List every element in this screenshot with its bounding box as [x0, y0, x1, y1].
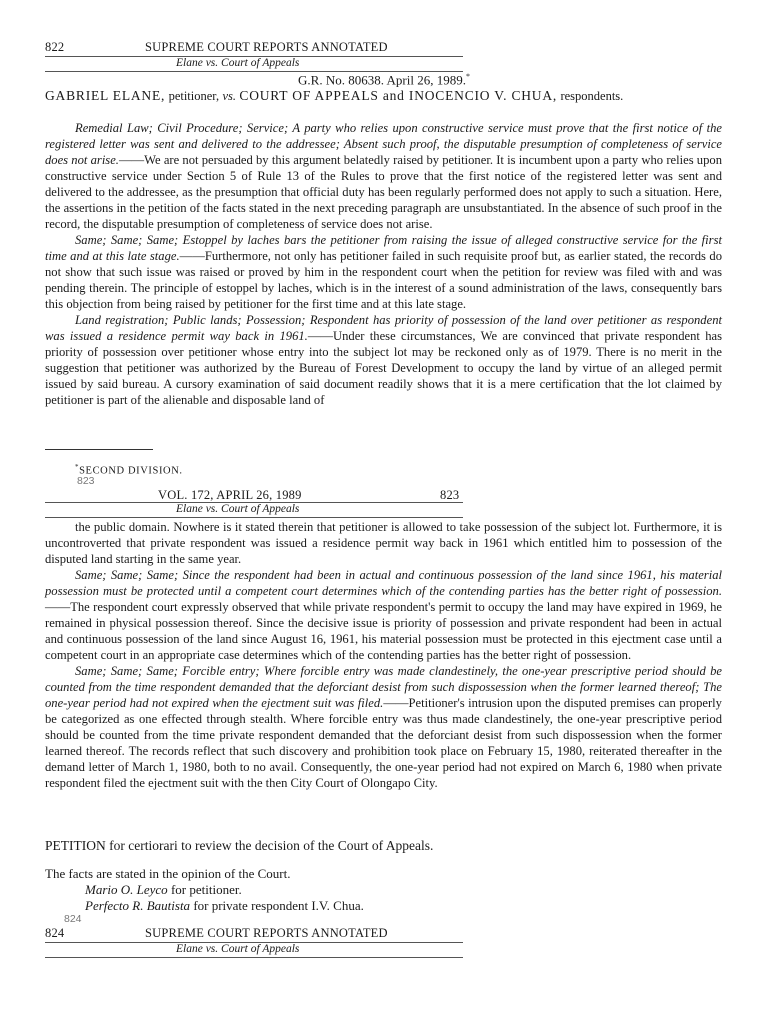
page-marker-824: 824: [64, 913, 82, 925]
counsel-role: for petitioner.: [167, 882, 242, 897]
footnote-rule: [45, 449, 153, 450]
counsel-name: Perfecto R. Bautista: [85, 898, 191, 913]
case-number: [0, 72, 768, 88]
page-marker-823: 823: [77, 475, 95, 487]
syllabus-822: [45, 120, 722, 408]
case-subheader: Elane vs. Court of Appeals: [176, 943, 300, 955]
syllabus-continuation: the public domain. Nowhere is it stated therein that petitioner is allowed to take possession of the subject lot. Furthermore, it is uncontroverted that private respondent was issued a residence permit way back in 1961 which entitled him to possession of the disputed land starting in the same year.: [45, 520, 722, 566]
syllabus-text: ——Petitioner's intrusion upon the disputed premises can properly be categorized as one effected through stealth. Where forcible entry was thus made clandestinely, the one-year prescriptive period should be counted from the time private respondent demanded that the deforciant desist from such dispossession when the former learned thereof. The records reflect that such discovery and prohibition took place on February 15, 1980, reiterated thereafter in the demand letter of March 1, 1980, both to no avail. Consequently, the one-year period had not expired on March 6, 1980 when private respondent filed the ejectment suit with the then City Court of Olongapo City.: [45, 696, 722, 790]
syllabus-heading: Same; Same; Same; Forcible entry; Where forcible entry was made clandestinely, the one-year prescriptive period should be counted from the time respondent demanded that the deforciant desist from such dispossession when the former learned thereof; The one-year period had not expired when the ejectment suit was filed.: [45, 664, 722, 710]
subheader-rule: [45, 957, 463, 958]
syllabus-text: ——Furthermore, not only has petitioner failed in such requisite proof but, as earlier stated, the records do not show that such issue was raised or proved by him in the respondent court when the petition for review was filed with and was pending therein. The principle of estoppel by laches, which is in the interest of a sound administration of the laws, consequently bars this objection from being raised by petitioner for the first time and at this late stage.: [45, 249, 722, 311]
syllabus-text: ——The respondent court expressly observed that while private respondent's permit to occupy the land may have expired in 1969, he remained in physical possession thereof. Since the decisive issue is priority of possession and private respondent had been in actual and continuous possession of the land since August 16, 1961, his material possession must be protected in this ejectment case until a competent court in an appropriate case determines which of the contending parties has the better right of possession.: [45, 600, 722, 662]
syllabus-text: ——We are not persuaded by this argument belatedly raised by petitioner. It is incumbent upon a party who relies upon constructive service under Section 5 of Rule 13 of the Rules to prove that the first notice of the registered letter was sent and delivered to the addressee, as the presumption that official duty has been regularly performed does not apply to such a situation. Here, the assertions in the petition of the facts stated in the next preceding paragraph are unsubstantiated. In the absence of such proof in the record, the disputable presumption of completeness of service does not arise.: [45, 153, 722, 231]
case-parties: [45, 88, 722, 104]
syllabus-heading: Remedial Law; Civil Procedure; Service; A party who relies upon constructive service must prove that the first notice of the registered letter was sent and delivered to the addressee; Absent such proof, the disputable presumption of completeness of service does not arise.: [45, 121, 722, 167]
page-number-824: 824: [45, 926, 65, 940]
counsel-block: [45, 866, 722, 914]
syllabus-text: ——Under these circumstances, We are convinced that private respondent has priority of possession over petitioner whose entry into the subject lot may be reckoned only as of 1979. There is no merit in the suggestion that petitioner was authorized by the Bureau of Forest Development to occupy the land by virtue of an alleged permit issued by said bureau. A cursory examination of said document readily shows that it is a mere certification that the lot claimed by petitioner is part of the alienable and disposable land of: [45, 329, 722, 407]
syllabus-paragraph-5: [45, 663, 722, 791]
facts-statement: The facts are stated in the opinion of the Court.: [45, 866, 291, 881]
counsel-petitioner: [45, 882, 722, 898]
respondents-names: COURT OF APPEALS and INOCENCIO V. CHUA,: [239, 88, 558, 103]
subheader-rule: [45, 517, 463, 518]
counsel-role: for private respondent I.V. Chua.: [190, 898, 364, 913]
respondents-role: respondents.: [560, 89, 624, 103]
petitioner-name: GABRIEL ELANE,: [45, 88, 166, 103]
case-subheader: Elane vs. Court of Appeals: [176, 57, 300, 69]
counsel-respondent: [45, 898, 722, 914]
footnote-mark: *: [75, 463, 80, 471]
versus: vs.: [222, 89, 237, 103]
running-header: SUPREME COURT REPORTS ANNOTATED: [145, 40, 388, 54]
syllabus-paragraph-1: [45, 120, 722, 232]
syllabus-paragraph-2: [45, 232, 722, 312]
petitioner-role: petitioner,: [168, 89, 220, 103]
petition-line: [45, 838, 722, 854]
page-number-822: 822: [45, 40, 65, 54]
syllabus-heading: Same; Same; Same; Estoppel by laches bars the petitioner from raising the issue of alleged constructive service for the first time and at this late stage.: [45, 233, 722, 263]
case-number-text: G.R. No. 80638. April 26, 1989.: [298, 72, 466, 88]
volume-header: VOL. 172, APRIL 26, 1989: [158, 488, 302, 502]
counsel-name: Mario O. Leyco: [85, 882, 168, 897]
syllabus-heading: Same; Same; Same; Since the respondent had been in actual and continuous possession of the land since 1961, his material possession must be protected until a competent court determines which of the contending parties has the better right of possession.: [45, 568, 722, 598]
syllabus-paragraph-3: [45, 312, 722, 408]
case-subheader: Elane vs. Court of Appeals: [176, 503, 300, 515]
petition-text: PETITION for certiorari to review the decision of the Court of Appeals.: [45, 838, 434, 853]
syllabus-paragraph-4: [45, 567, 722, 663]
footnote-text: SECOND DIVISION.: [79, 465, 183, 477]
syllabus-heading: Land registration; Public lands; Possession; Respondent has priority of possession of the land over petitioner as respondent was issued a residence permit way back in 1961.: [45, 313, 722, 343]
syllabus-823: [45, 519, 722, 791]
page-number-823: 823: [440, 488, 460, 502]
case-number-mark: *: [465, 72, 470, 81]
running-header: SUPREME COURT REPORTS ANNOTATED: [145, 926, 388, 940]
